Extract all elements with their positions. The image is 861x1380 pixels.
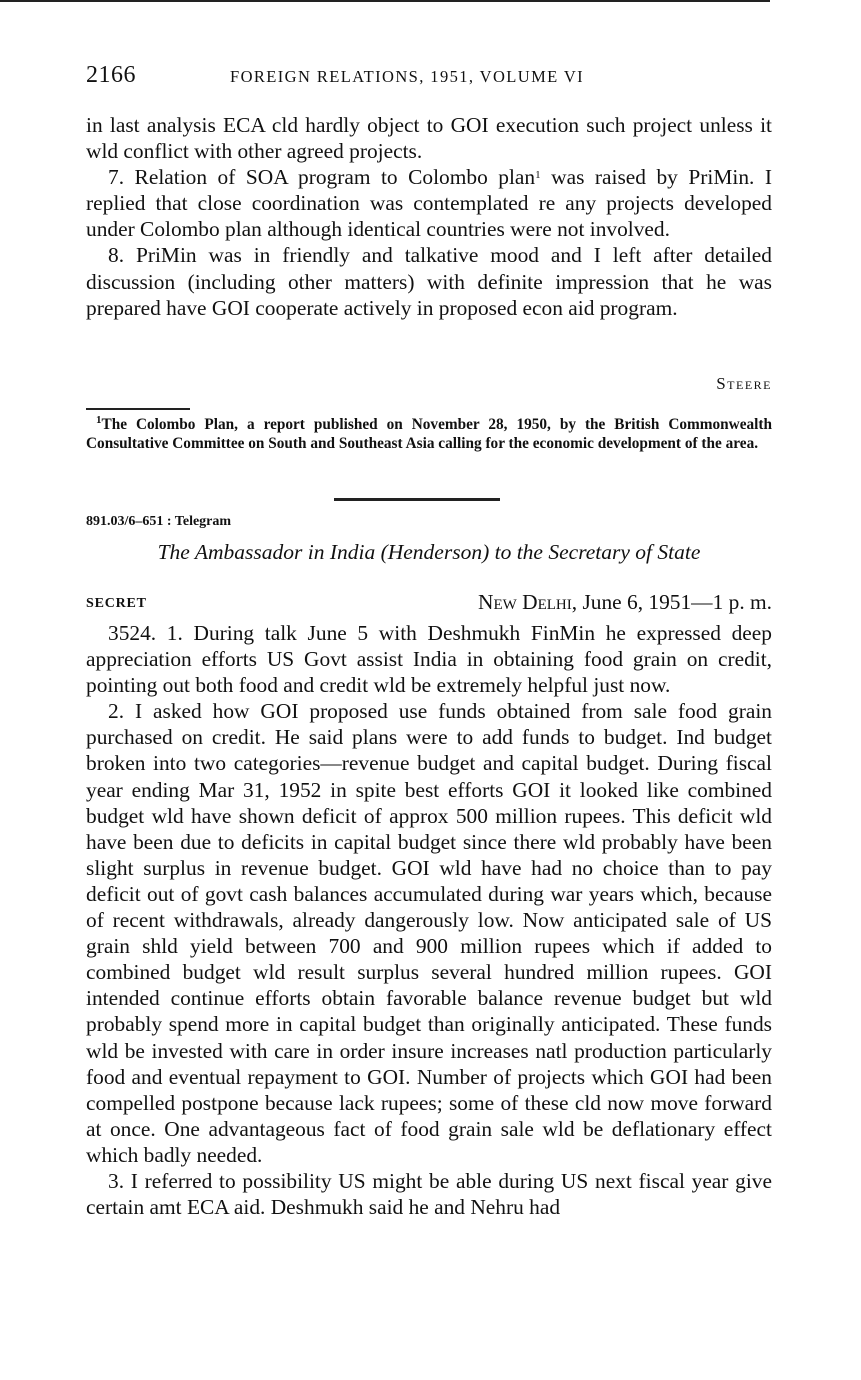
footnote <box>86 415 772 453</box>
dateline <box>478 590 772 615</box>
paragraph-7-text: 7. Relation of SOA program to Colombo plan <box>108 165 536 190</box>
paragraph-1: 3524. 1. During talk June 5 with Deshmukh FinMin he expressed deep appreciation efforts US Govt assist India in obtaining food grain on credit, pointing out both food and credit wld be extremely helpful just now. <box>86 621 772 698</box>
paragraph-8: 8. PriMin was in friendly and talkative mood and I left after detailed discussion (including other matters) with definite impression that he was prepared have GOI cooperate actively in proposed econ aid program. <box>86 243 772 320</box>
section-divider <box>334 498 500 501</box>
footnote-divider <box>86 408 190 410</box>
top-edge-rule <box>0 0 770 2</box>
telegram-meta <box>86 590 772 616</box>
classification-label: SECRET <box>86 596 147 611</box>
page-header <box>86 62 772 92</box>
dateline-date: June 6, 1951—1 p. m. <box>577 590 772 614</box>
continued-telegram-text <box>86 112 772 321</box>
page-number: 2166 <box>86 62 136 88</box>
footnote-marker: 1 <box>96 414 102 426</box>
paragraph-continuation: in last analysis ECA cld hardly object to GOI execution such project unless it wld conflict with other agreed projects. <box>86 113 772 164</box>
footnote-text: The Colombo Plan, a report published on November 28, 1950, by the British Commonwealth Consultative Committee on South and Southeast Asia calling for the economic development of the area. <box>86 416 772 452</box>
document-title: The Ambassador in India (Henderson) to the Secretary of State <box>157 540 701 564</box>
signature: Steere <box>716 374 772 393</box>
file-number: 891.03/6–651 : Telegram <box>86 514 232 529</box>
paragraph-7 <box>86 164 772 242</box>
telegram-body <box>86 620 772 1220</box>
dateline-place: New Delhi, <box>478 590 578 614</box>
paragraph-2: 2. I asked how GOI proposed use funds obtained from sale food grain purchased on credit. He said plans were to add funds to budget. Ind budget broken into two categories—revenue budget and capital budget. During fiscal year ending Mar 31, 1952 in spite best efforts GOI it looked like combined budget wld have shown deficit of approx 500 million rupees. This deficit wld have been due to deficits in capital budget since there wld probably have been slight surplus in revenue budget. GOI wld have had no choice than to pay deficit out of govt cash balances accumulated during war years which, because of recent withdrawals, already dangerously low. Now anticipated sale of US grain shld yield between 700 and 900 million rupees which if added to combined budget wld result surplus several hundred million rupees. GOI intended continue efforts obtain favorable balance revenue budget but wld probably spend more in capital budget than originally anticipated. These funds wld be invested with care in order insure increases natl production particularly food and eventual repayment to GOI. Number of projects which GOI had been compelled postpone because lack rupees; some of these cld now move forward at once. One advantageous fact of food grain sale wld be deflationary effect which badly needed. <box>86 699 772 1167</box>
footnote-reference: 1 <box>535 169 541 182</box>
paragraph-7-text-continued: was raised by PriMin. I replied that close coordination was contemplated re any projects developed under Colombo plan although identical countries were not involved. <box>86 165 772 242</box>
running-head: FOREIGN RELATIONS, 1951, VOLUME VI <box>230 67 585 86</box>
paragraph-3: 3. I referred to possibility US might be able during US next fiscal year give certain amt ECA aid. Deshmukh said he and Nehru had <box>86 1168 772 1220</box>
